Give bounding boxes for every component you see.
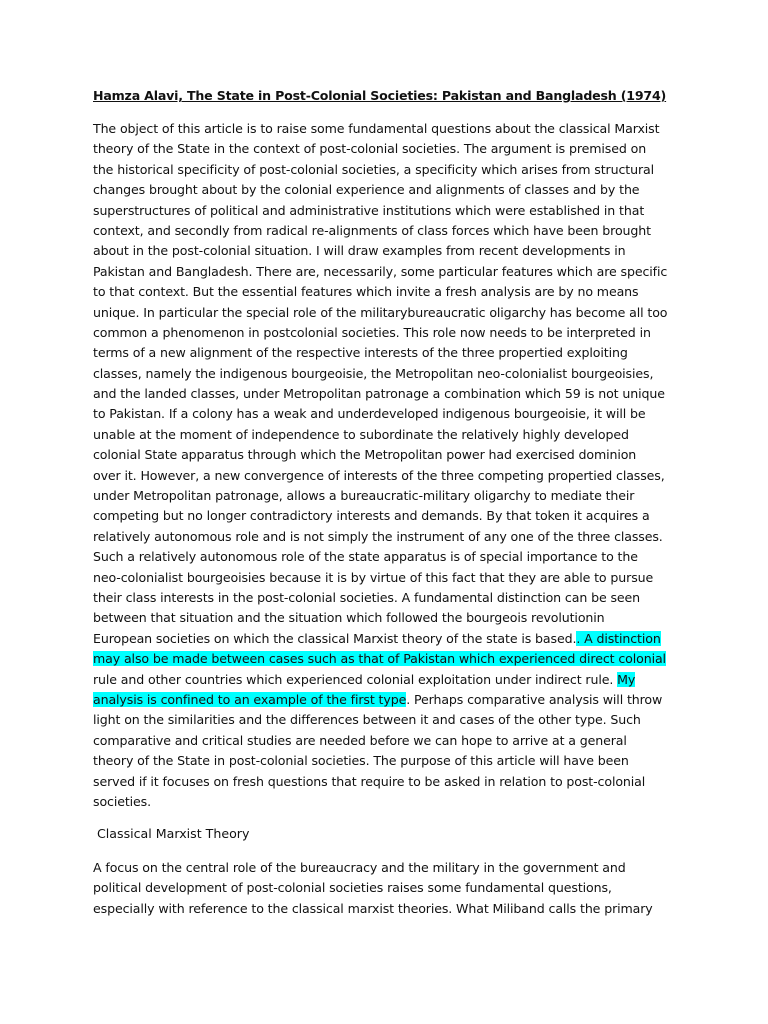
text-line [93, 527, 667, 547]
text-line [93, 221, 667, 241]
text-segment: to Pakistan. If a colony has a weak and underdeveloped indigenous bourgeoisie, it will be [93, 406, 646, 422]
text-line [93, 425, 667, 445]
highlighted-text: . A distinction [576, 630, 661, 646]
text-line [93, 486, 667, 506]
text-line [93, 201, 667, 221]
text-line [93, 751, 667, 771]
text-line [93, 323, 667, 343]
text-line [93, 303, 667, 323]
text-segment: A focus on the central role of the bureaucracy and the military in the government and [93, 860, 626, 875]
body-paragraph-1 [93, 119, 667, 812]
text-line [93, 241, 667, 261]
text-line [93, 119, 667, 139]
text-line [93, 899, 653, 919]
text-line [93, 343, 667, 363]
text-segment: and the landed classes, under Metropolitan patronage a combination which 59 is not unique [93, 386, 665, 402]
text-segment: political development of post-colonial societies raises some fundamental questions, [93, 880, 612, 896]
text-line [93, 466, 667, 486]
text-segment: comparative and critical studies are needed before we can hope to arrive at a general [93, 732, 627, 748]
text-segment: unable at the moment of independence to subordinate the relatively highly developed [93, 426, 629, 442]
highlighted-text: analysis is confined to an example of the first type [93, 691, 407, 707]
text-line [93, 710, 667, 730]
text-line [93, 629, 667, 649]
text-line [93, 792, 667, 812]
text-segment: over it. However, a new convergence of interests of the three competing propertied classes, [93, 467, 665, 483]
text-segment: served if it focuses on fresh questions that require to be asked in relation to post-colonial [93, 773, 646, 789]
body-paragraph-2 [93, 858, 653, 919]
text-line [93, 690, 667, 710]
text-line [93, 262, 667, 282]
text-segment: . Perhaps comparative analysis will throw [406, 691, 663, 707]
text-segment: societies. [93, 793, 151, 809]
text-line [93, 588, 667, 608]
document-title: Hamza Alavi, The State in Post-Colonial Societies: Pakistan and Bangladesh (1974) [93, 88, 667, 103]
text-segment: the historical specificity of post-colonial societies, a specificity which arises from structural [93, 161, 654, 177]
text-segment: classes, namely the indigenous bourgeoisie, the Metropolitan neo-colonialist bourgeoisies, [93, 365, 654, 381]
text-segment: terms of a new alignment of the respective interests of the three propertied exploiting [93, 345, 628, 361]
text-segment: European societies on which the classical Marxist theory of the state is based. [93, 630, 577, 646]
text-segment: relatively autonomous role and is not simply the instrument of any one of the three classes. [93, 528, 663, 544]
text-segment: superstructures of political and administrative institutions which were established in that [93, 202, 645, 218]
text-line [93, 547, 667, 567]
highlighted-text: may also be made between cases such as that of Pakistan which experienced direct colonial [93, 651, 666, 667]
text-line [93, 608, 667, 628]
text-line [93, 568, 667, 588]
text-line [93, 282, 667, 302]
text-line [93, 670, 667, 690]
text-line [93, 445, 667, 465]
text-segment: neo-colonialist bourgeoisies because it is by virtue of this fact that they are able to pursue [93, 569, 654, 585]
text-segment: unique. In particular the special role of the militarybureaucratic oligarchy has become all too [93, 304, 668, 320]
text-segment: especially with reference to the classical marxist theories. What Miliband calls the primary [93, 900, 653, 916]
text-segment: light on the similarities and the differences between it and cases of the other type. Such [93, 712, 641, 728]
text-line [93, 160, 667, 180]
text-segment: The object of this article is to raise some fundamental questions about the classical Marxist [93, 121, 660, 136]
text-segment: to that context. But the essential features which invite a fresh analysis are by no means [93, 284, 639, 300]
text-segment: colonial State apparatus through which the Metropolitan power had exercised dominion [93, 447, 637, 463]
text-segment: Such a relatively autonomous role of the state apparatus is of special importance to the [93, 549, 638, 565]
text-line [93, 731, 667, 751]
text-line [93, 384, 667, 404]
text-line [93, 772, 667, 792]
highlighted-text: My [617, 671, 636, 687]
text-line [93, 878, 653, 898]
text-line [93, 364, 667, 384]
text-segment: common a phenomenon in postcolonial societies. This role now needs to be interpreted in [93, 324, 651, 340]
text-segment: theory of the State in post-colonial societies. The purpose of this article will have been [93, 753, 629, 769]
text-line [93, 649, 667, 669]
text-segment: their class interests in the post-colonial societies. A fundamental distinction can be seen [93, 589, 641, 605]
text-line [93, 180, 667, 200]
text-segment: changes brought about by the colonial experience and alignments of classes and by the [93, 182, 640, 198]
text-line [93, 139, 667, 159]
text-line [93, 404, 667, 424]
text-segment: Pakistan and Bangladesh. There are, necessarily, some particular features which are specific [93, 263, 668, 279]
text-segment: context, and secondly from radical re-alignments of class forces which have been brought [93, 222, 651, 238]
section-heading: Classical Marxist Theory [93, 826, 250, 841]
text-segment: under Metropolitan patronage, allows a bureaucratic-military oligarchy to mediate their [93, 488, 635, 504]
text-segment: competing but no longer contradictory interests and demands. By that token it acquires a [93, 508, 650, 524]
text-line [93, 506, 667, 526]
text-line [93, 858, 653, 878]
text-segment: about in the post-colonial situation. I will draw examples from recent developments in [93, 243, 626, 259]
text-segment: rule and other countries which experienced colonial exploitation under indirect rule. [93, 671, 618, 687]
text-segment: between that situation and the situation which followed the bourgeois revolutionin [93, 610, 605, 626]
text-segment: theory of the State in the context of post-colonial societies. The argument is premised on [93, 141, 647, 157]
